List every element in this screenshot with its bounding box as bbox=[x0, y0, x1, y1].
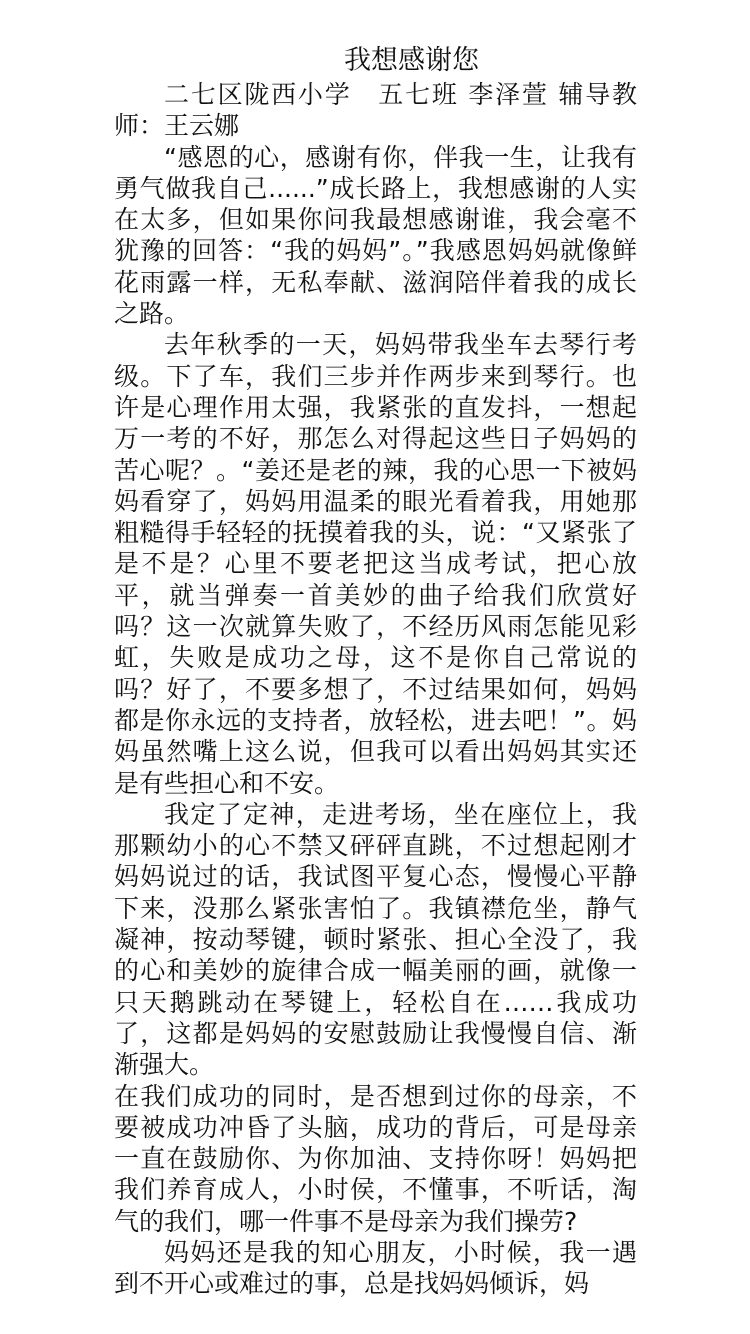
paragraph-3: 我定了定神，走进考场，坐在座位上，我那颗幼小的心不禁又砰砰直跳，不过想起刚才妈妈说过的话，我试图平复心态，慢慢心平静下来，没那么紧张害怕了。我镇襟危坐，静气凝神，按动琴键，顿时紧张、担心全没了，我的心和美妙的旋律合成一幅美丽的画，就像一只天鹅跳动在琴键上，轻松自在……我成功了，这都是妈妈的安慰鼓励让我慢慢自信、渐渐强大。 bbox=[114, 799, 637, 1080]
essay-title: 我想感谢您 bbox=[344, 45, 479, 76]
byline: 二七区陇西小学 五七班 李泽萱 辅导教师：王云娜 bbox=[114, 80, 637, 141]
paragraph-1: “感恩的心，感谢有你，伴我一生，让我有勇气做我自己......”成长路上，我想感谢的人实在太多，但如果你问我最想感谢谁，我会毫不犹豫的回答：“我的妈妈”。”我感恩妈妈就像鲜花雨露一样，无私奉献、滋润陪伴着我的成长之路。 bbox=[114, 142, 637, 329]
paragraph-2: 去年秋季的一天，妈妈带我坐车去琴行考级。下了车，我们三步并作两步来到琴行。也许是心理作用太强，我紧张的直发抖，一想起万一考的不好，那怎么对得起这些日子妈妈的苦心呢？。“姜还是老的辣，我的心思一下被妈妈看穿了，妈妈用温柔的眼光看着我，用她那粗糙得手轻轻的抚摸着我的头，说：“又紧张了是不是？心里不要老把这当成考试，把心放平，就当弹奏一首美妙的曲子给我们欣赏好吗？这一次就算失败了，不经历风雨怎能见彩虹，失败是成功之母，这不是你自己常说的吗？好了，不要多想了，不过结果如何，妈妈都是你永远的支持者，放轻松，进去吧！”。妈妈虽然嘴上这么说，但我可以看出妈妈其实还是有些担心和不安。 bbox=[114, 330, 637, 798]
paragraph-5: 妈妈还是我的知心朋友，小时候，我一遇到不开心或难过的事，总是找妈妈倾诉，妈 bbox=[114, 1237, 637, 1299]
paragraph-4: 在我们成功的同时，是否想到过你的母亲，不要被成功冲昏了头脑，成功的背后，可是母亲一直在鼓励你、为你加油、支持你呀！妈妈把我们养育成人，小时侯，不懂事，不听话，淘气的我们，哪一件事不是母亲为我们操劳? bbox=[114, 1081, 637, 1236]
essay-page bbox=[114, 43, 637, 1300]
